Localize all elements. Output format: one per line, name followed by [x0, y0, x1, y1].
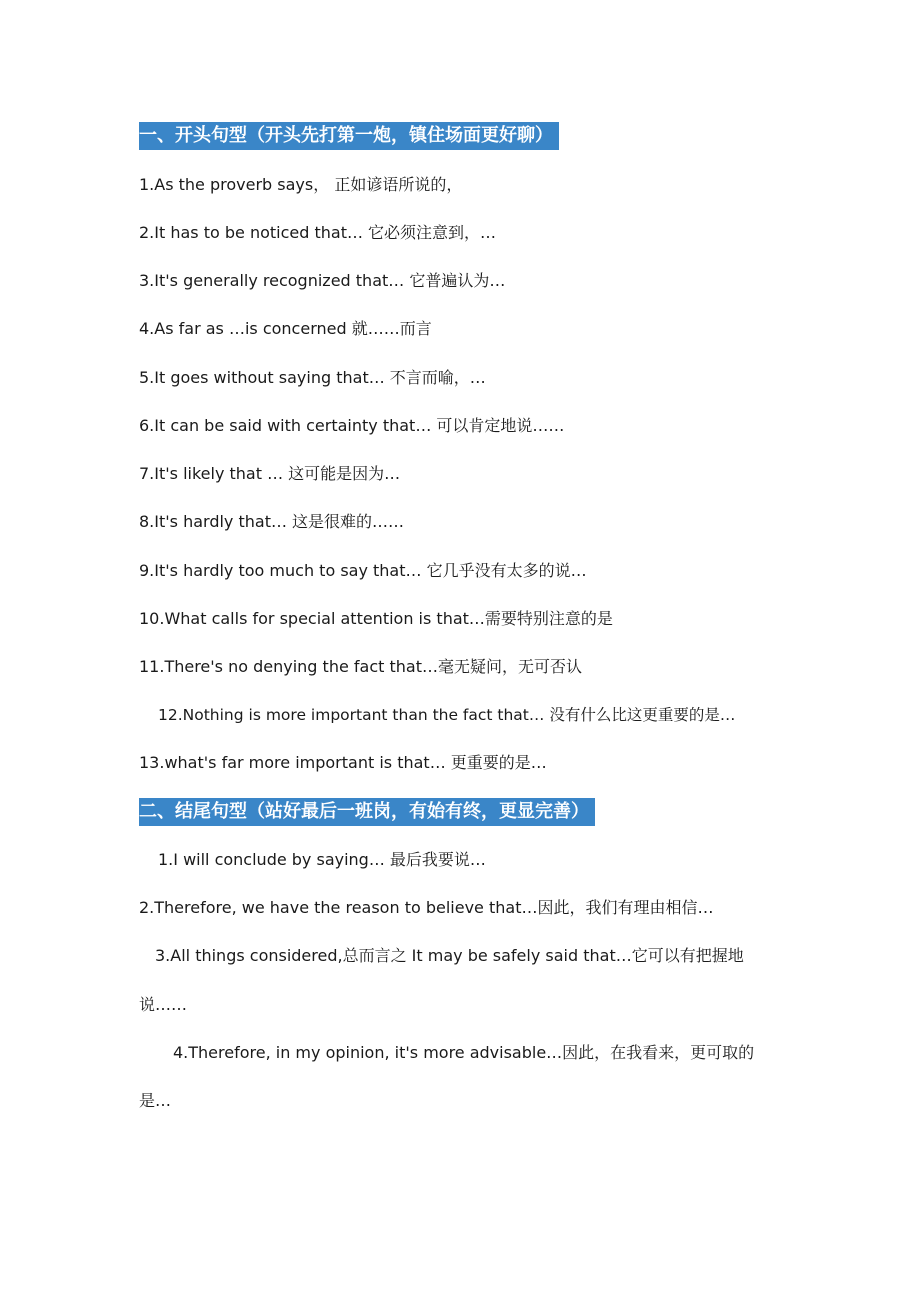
list-item: 6.It can be said with certainty that… 可以肯定地说……	[139, 416, 565, 435]
list-item: 4.Therefore, in my opinion, it's more advisable…因此，在我看来，更可取的	[173, 1043, 755, 1062]
section-heading-opening-sentences: 一、开头句型（开头先打第一炮，镇住场面更好聊）	[139, 122, 559, 150]
list-item: 7.It's likely that … 这可能是因为…	[139, 464, 401, 483]
list-item: 2.Therefore, we have the reason to believe that…因此，我们有理由相信…	[139, 898, 714, 917]
list-item: 1.As the proverb says， 正如谚语所说的，	[139, 175, 463, 194]
list-item-continuation: 说……	[139, 995, 188, 1014]
list-item: 1.I will conclude by saying… 最后我要说…	[158, 850, 486, 869]
list-item: 12.Nothing is more important than the fact that… 没有什么比这更重要的是…	[158, 706, 736, 724]
list-item: 3.It's generally recognized that… 它普遍认为…	[139, 271, 506, 290]
list-item: 11.There's no denying the fact that…毫无疑问，无可否认	[139, 657, 582, 676]
list-item: 4.As far as …is concerned 就……而言	[139, 319, 432, 338]
list-item: 3.All things considered,总而言之 It may be safely said that…它可以有把握地	[155, 946, 744, 965]
section-heading-closing-sentences: 二、结尾句型（站好最后一班岗，有始有终，更显完善）	[139, 798, 595, 826]
list-item: 2.It has to be noticed that… 它必须注意到，…	[139, 223, 497, 242]
list-item-continuation: 是…	[139, 1091, 172, 1110]
list-item: 8.It's hardly that… 这是很难的……	[139, 512, 405, 531]
list-item: 5.It goes without saying that… 不言而喻，…	[139, 368, 486, 387]
list-item: 13.what's far more important is that… 更重要的是…	[139, 753, 547, 772]
list-item: 9.It's hardly too much to say that… 它几乎没有太多的说…	[139, 561, 587, 580]
list-item: 10.What calls for special attention is that…需要特别注意的是	[139, 609, 613, 628]
